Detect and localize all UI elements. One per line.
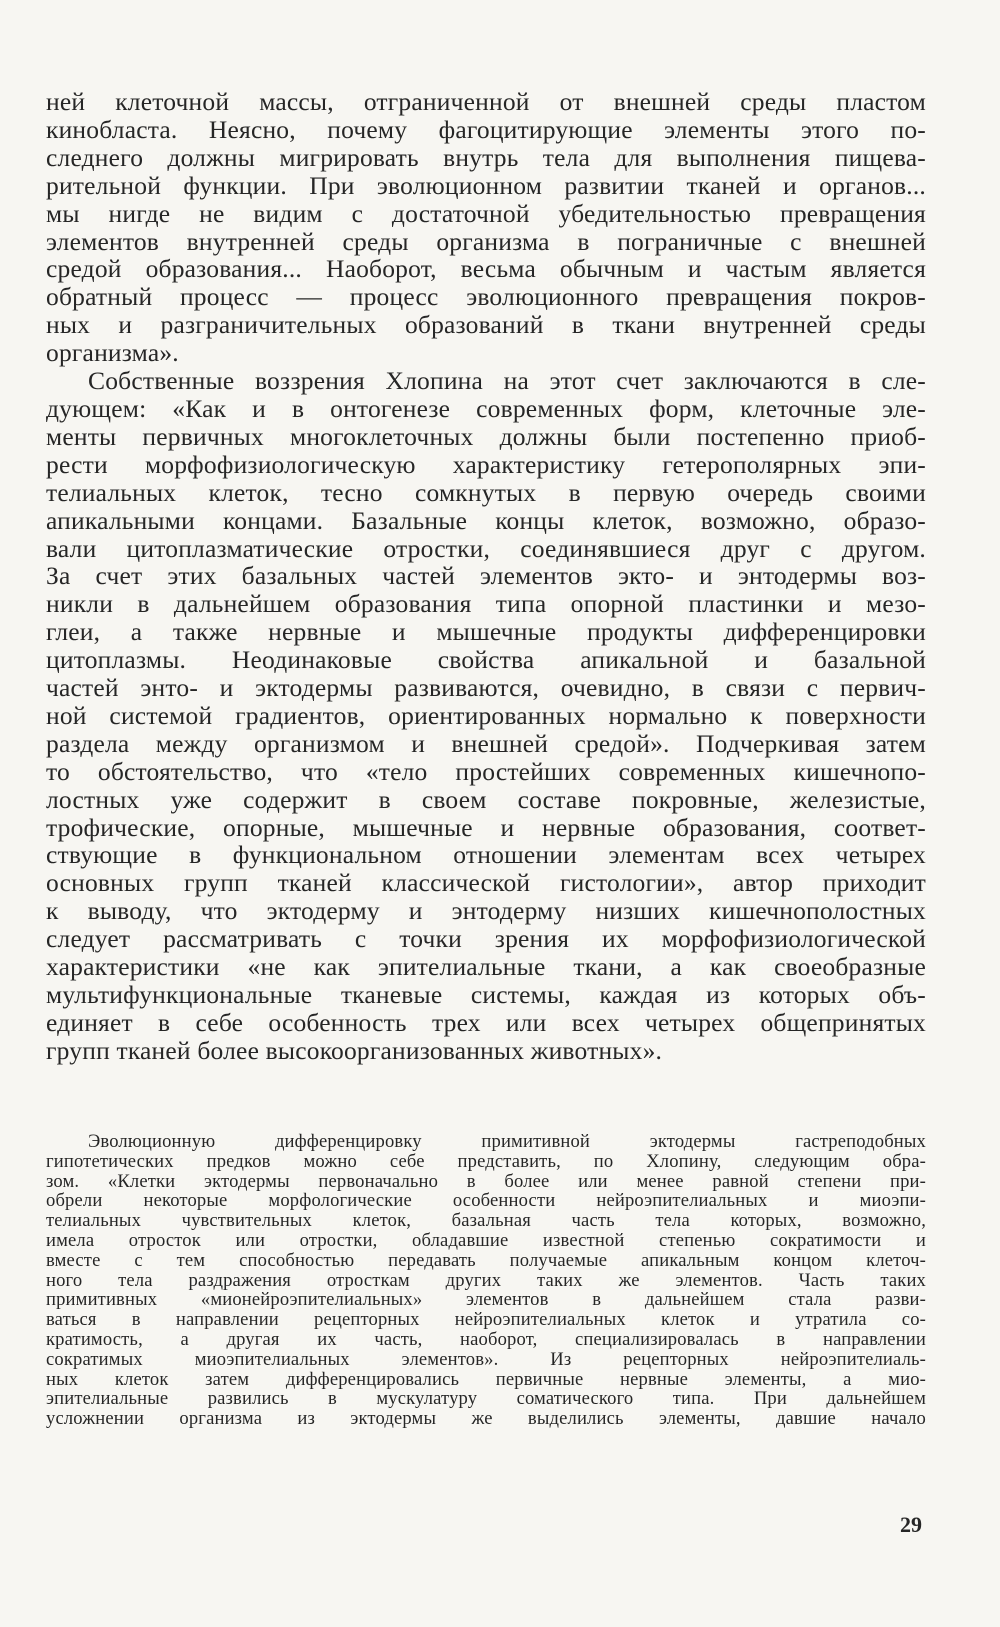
text-line: элементов внутренней среды организма в пограничные с внешней bbox=[46, 226, 926, 256]
text-line: мы нигде не видим с достаточной убедительностью превращения bbox=[46, 198, 926, 228]
text-line: никли в дальнейшем образования типа опорной пластинки и мезо- bbox=[46, 589, 926, 619]
text-line: к выводу, что эктодерму и энтодерму низших кишечнополостных bbox=[46, 896, 926, 926]
small-text-line: имела отросток или отростки, обладавшие известной степенью сократимости и bbox=[46, 1229, 926, 1251]
text-line: характеристики «не как эпителиальные ткани, а как своеобразные bbox=[46, 952, 926, 982]
text-line: цитоплазмы. Неодинаковые свойства апикальной и базальной bbox=[46, 645, 926, 675]
small-text-line: Эволюционную дифференцировку примитивной эктодермы гастреподобных bbox=[88, 1131, 926, 1152]
text-line: рести морфофизиологическую характеристику гетерополярных эпи- bbox=[46, 449, 926, 479]
text-line: Собственные воззрения Хлопина на этот счет заключаются в сле- bbox=[88, 366, 926, 396]
text-line: менты первичных многоклеточных должны были постепенно приоб- bbox=[46, 421, 926, 451]
text-line: апикальными концами. Базальные концы клеток, возможно, образо- bbox=[46, 505, 926, 535]
text-line: дующем: «Как и в онтогенезе современных форм, клеточные эле- bbox=[46, 393, 926, 423]
text-line: единяет в себе особенность трех или всех четырех общепринятых bbox=[46, 1007, 926, 1037]
small-text-line: ных клеток затем дифференцировались первичные нервные элементы, а мио- bbox=[46, 1368, 926, 1390]
text-line: раздела между организмом и внешней средой». Подчеркивая затем bbox=[46, 728, 926, 758]
text-line: трофические, опорные, мышечные и нервные образования, соответ- bbox=[46, 812, 926, 842]
text-line: рительной функции. При эволюционном развитии тканей и органов... bbox=[46, 170, 926, 200]
text-line: следнего должны мигрировать внутрь тела для выполнения пищева- bbox=[46, 142, 926, 172]
text-line: кинобласта. Неясно, почему фагоцитирующие элементы этого по- bbox=[46, 114, 926, 144]
text-line: следует рассматривать с точки зрения их морфофизиологической bbox=[46, 924, 926, 954]
text-line: основных групп тканей классической гистологии», автор приходит bbox=[46, 868, 926, 898]
text-line: За счет этих базальных частей элементов экто- и энтодермы воз- bbox=[46, 561, 926, 591]
main-text-block bbox=[46, 88, 926, 1065]
text-line: ной системой градиентов, ориентированных нормально к поверхности bbox=[46, 700, 926, 730]
text-line: лостных уже содержит в своем составе покровные, железистые, bbox=[46, 784, 926, 814]
page-number: 29 bbox=[900, 1512, 922, 1537]
text-line: то обстоятельство, что «тело простейших современных кишечнопо- bbox=[46, 756, 926, 786]
small-text-line: ного тела раздражения отросткам других таких же элементов. Часть таких bbox=[46, 1269, 926, 1291]
text-line: частей энто- и эктодермы развиваются, очевидно, в связи с первич- bbox=[46, 673, 926, 703]
text-line: глеи, а также нервные и мышечные продукты дифференцировки bbox=[46, 617, 926, 647]
text-line: ных и разграничительных образований в ткани внутренней среды bbox=[46, 310, 926, 340]
small-text-line: примитивных «мионейроэпителиальных» элементов в дальнейшем стала разви- bbox=[46, 1289, 926, 1311]
text-line: обратный процесс — процесс эволюционного превращения покров- bbox=[46, 282, 926, 312]
text-line: ней клеточной массы, отграниченной от внешней среды пластом bbox=[46, 87, 926, 116]
small-text-line: зом. «Клетки эктодермы первоначально в более или менее равной степени при- bbox=[46, 1170, 926, 1192]
small-text-line: эпителиальные развились в мускулатуру соматического типа. При дальнейшем bbox=[46, 1388, 926, 1410]
text-line: средой образования... Наоборот, весьма обычным и частым является bbox=[46, 254, 926, 284]
text-line: ствующие в функциональном отношении элементам всех четырех bbox=[46, 840, 926, 870]
small-text-line: телиальных чувствительных клеток, базальная часть тела которых, возможно, bbox=[46, 1210, 926, 1232]
small-text-line: кратимость, а другая их часть, наоборот, специализировалась в направлении bbox=[46, 1328, 926, 1350]
text-line: телиальных клеток, тесно сомкнутых в первую очередь своими bbox=[46, 477, 926, 507]
small-text-line: сократимых миоэпителиальных элементов». Из рецепторных нейроэпителиаль- bbox=[46, 1348, 926, 1370]
text-line: групп тканей более высокоорганизованных животных». bbox=[46, 1035, 663, 1065]
text-line: мультифункциональные тканевые системы, каждая из которых объ- bbox=[46, 980, 926, 1009]
small-text-line: гипотетических предков можно себе представить, по Хлопину, следующим обра- bbox=[46, 1150, 926, 1172]
small-text-line: обрели некоторые морфологические особенности нейроэпителиальных и миоэпи- bbox=[46, 1190, 926, 1212]
small-print-block bbox=[46, 1132, 926, 1429]
small-text-line: усложнении организма из эктодермы же выделились элементы, давшие начало bbox=[46, 1408, 926, 1430]
small-text-line: ваться в направлении рецепторных нейроэпителиальных клеток и утратила со- bbox=[46, 1309, 926, 1331]
text-line: вали цитоплазматические отростки, соединявшиеся друг с другом. bbox=[46, 533, 926, 563]
text-line: организма». bbox=[46, 338, 179, 368]
small-text-line: вместе с тем способностью передавать получаемые апикальным концом клеточ- bbox=[46, 1249, 926, 1271]
